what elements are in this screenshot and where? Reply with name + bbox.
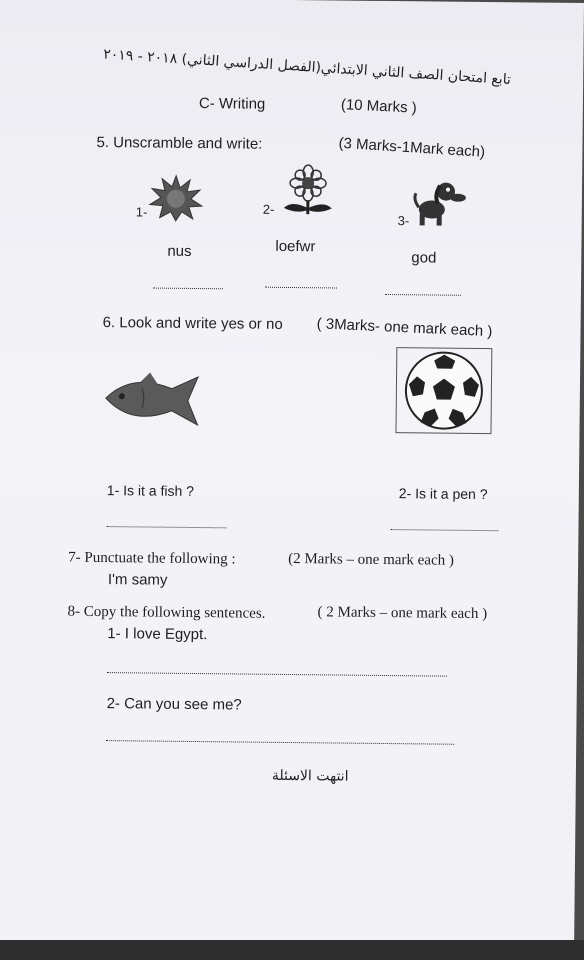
q6-item-1-answer-line[interactable] [106, 526, 226, 528]
arabic-footer: انتهت الاسئلة [271, 767, 349, 785]
flower-icon [278, 164, 339, 217]
q5-item-1-answer-line[interactable] [153, 288, 223, 290]
q6-item-2-question: 2- Is it a pen ? [398, 485, 488, 503]
section-marks: (10 Marks ) [340, 96, 418, 117]
q6-item-2-answer-line[interactable] [390, 529, 498, 531]
q7-sentence: I'm samy [107, 571, 168, 589]
dog-icon [410, 177, 467, 228]
q5-item-2-answer-line[interactable] [265, 287, 337, 289]
q6-item-1-question: 1- Is it a fish ? [106, 482, 195, 500]
q8-sentence-1: 1- I love Egypt. [107, 625, 208, 644]
arabic-header: تابع امتحان الصف الثاني الابتدائي(الفصل الدراسي الثاني) ٢٠١٨ - ٢٠١٩ [102, 46, 512, 89]
paper-mark [0, 792, 1, 806]
q5-item-1-num: 1- [135, 204, 148, 220]
q5-item-3-word: god [411, 249, 437, 267]
section-title: C- Writing [198, 95, 266, 113]
q8-sentence-1-answer-line[interactable] [107, 672, 447, 677]
q8-sentence-2-answer-line[interactable] [106, 740, 454, 745]
background-surface [0, 940, 584, 960]
q8-sentence-2: 2- Can you see me? [106, 695, 242, 714]
q6-marks: ( 3Marks- one mark each ) [316, 315, 493, 341]
q5-marks: (3 Marks-1Mark each) [338, 134, 486, 161]
q8-title: 8- Copy the following sentences. [67, 603, 266, 622]
q7-marks: (2 Marks – one mark each ) [288, 550, 455, 569]
q5-item-3-num: 3- [397, 213, 410, 229]
q5-item-2-word: loefwr [275, 237, 316, 256]
fish-icon [102, 370, 203, 429]
sun-icon [148, 174, 204, 223]
q8-marks: ( 2 Marks – one mark each ) [317, 604, 488, 623]
q5-item-3-answer-line[interactable] [385, 294, 461, 296]
q5-title: 5. Unscramble and write: [96, 133, 263, 153]
football-frame [395, 347, 492, 434]
q6-title: 6. Look and write yes or no [102, 314, 283, 333]
football-icon [396, 348, 491, 433]
q5-item-1-word: nus [167, 242, 192, 260]
q5-item-2-num: 2- [262, 201, 275, 217]
q7-title: 7- Punctuate the following : [68, 549, 236, 568]
